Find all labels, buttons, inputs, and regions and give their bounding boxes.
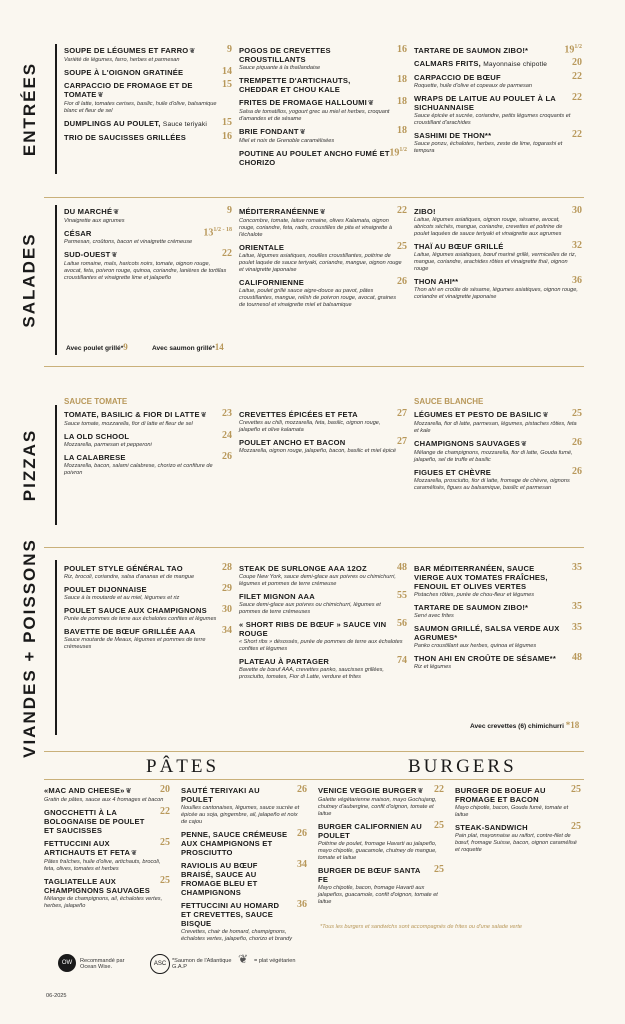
menu-item-name: BAR MÉDITERRANÉEN, SAUCE VIERGE AUX TOMATES FRAÎCHES, FENOUIL ET OLIVES VERTES xyxy=(414,564,548,591)
menu-item-description: Laitue, poulet grillé sauce aigre-douce au pavot, pâtes croustillantes, mangue, relish de poivron rouge, avocat, graines de tournesol et vinaigrette miel et balsamique xyxy=(239,288,397,308)
menu-item-description: Thon ahi en croûte de sésame, légumes asiatiques, oignon rouge, coriandre et vinaigrette japonaise xyxy=(414,287,578,300)
menu-item-description: Pistaches rôties, purée de chou-fleur et légumes xyxy=(414,592,535,598)
menu-item xyxy=(239,149,407,167)
menu-item-name: GNOCCHETTI À LA BOLOGNAISE DE POULET ET SAUCISSES xyxy=(44,808,145,835)
menu-item-description: Crevettes au chili, mozzarella, feta, basilic, oignon rouge, jalapeño et olive kalamata xyxy=(239,420,381,433)
menu-item-price: 24 xyxy=(222,430,232,441)
menu-item xyxy=(239,207,407,239)
menu-item-price: 34 xyxy=(297,859,307,870)
pizzas-col-3-wrap xyxy=(414,397,582,496)
menu-item-description: Mayo chipotle, bacon, Gouda fumé, tomate et laitue xyxy=(455,805,569,818)
menu-item xyxy=(64,606,232,623)
menu-item-name: FIGUES ET CHÈVRE xyxy=(414,468,492,477)
menu-item-price: $19^{1/2}$ xyxy=(564,44,582,56)
menu-item-name: SAUMON GRILLÉ, SALSA VERDE AUX AGRUMES* xyxy=(414,624,560,642)
menu-item-description: Mélange de champignons, ail, échalotes vertes, herbes, jalapeño xyxy=(44,896,163,909)
menu-item-name: LA OLD SCHOOL xyxy=(64,432,130,441)
menu-item-price: 27 xyxy=(397,408,407,419)
menu-item-price: 22 xyxy=(572,129,582,140)
extra-chicken: Avec poulet grillé*9 xyxy=(66,342,128,352)
menu-item xyxy=(414,439,582,464)
vegetarian-leaf-icon: ❦ xyxy=(417,788,424,795)
menu-item xyxy=(64,81,232,115)
menu-item-price: 56 xyxy=(397,618,407,629)
menu-item-name: POULET STYLE GÉNÉRAL TAO xyxy=(64,564,183,573)
menu-item-name: CARPACCIO DE FROMAGE ET DE TOMATE❦ xyxy=(64,81,193,99)
menu-item-name: TAGLIATELLE AUX CHAMPIGNONS SAUVAGES xyxy=(44,877,150,895)
pizza-subheading-tomato: SAUCE TOMATE xyxy=(64,397,128,406)
viandes-col-2 xyxy=(239,564,407,685)
menu-item-price: $13^{1/2 - 18}$ xyxy=(203,227,232,239)
menu-item-price: 22 xyxy=(434,784,444,795)
menu-item-price: 25 xyxy=(434,864,444,875)
menu-item xyxy=(239,657,407,681)
menu-item-price: 25 xyxy=(571,784,581,795)
menu-item-description: Concombre, tomate, laitue romaine, olives Kalamata, oignon rouge, coriandre, feta, radis, croustilles de pita et vinaigrette à l'échalote xyxy=(239,218,392,238)
menu-item-description: Panko croustillant aux herbes, quinoa et légumes xyxy=(414,643,537,649)
menu-item-name: MÉDITERRANÉENNE❦ xyxy=(239,207,326,216)
vegetarian-leaf-icon: ❦ xyxy=(520,441,528,448)
menu-item-name: SOUPE À L'OIGNON GRATINÉE xyxy=(64,68,184,77)
menu-item-description: Sauce piquante à la thaïlandaise xyxy=(239,65,321,71)
menu-item-price: 36 xyxy=(297,899,307,910)
menu-item-name: FRITES DE FROMAGE HALLOUMI❦ xyxy=(239,98,375,107)
menu-item xyxy=(414,654,582,671)
divider xyxy=(44,366,584,367)
menu-item-name: DU MARCHÉ❦ xyxy=(64,207,120,216)
menu-item-name: ORIENTALE xyxy=(239,243,285,252)
burger-note: *Tous les burgers et sandwichs sont accompagnés de frites ou d'une salade verte xyxy=(320,924,523,930)
menu-item-description: Pain plat, mayonnaise au raifort, contre-filet de bœuf, fromage Suisse, bacon, oignon caramélisé et roquette xyxy=(455,833,577,853)
menu-item-name: FILET MIGNON AAA xyxy=(239,592,315,601)
ocean-wise-note: Recommandé par Ocean Wise. xyxy=(80,958,125,970)
menu-item-name: CALIFORNIENNE xyxy=(239,278,305,287)
menu-item-price: 28 xyxy=(222,562,232,573)
divider xyxy=(55,205,57,355)
menu-item-name: POULET DIJONNAISE xyxy=(64,585,147,594)
menu-item-description: Servi avec frites xyxy=(414,613,454,619)
menu-item-price: 27 xyxy=(397,436,407,447)
menu-item-name: TREMPETTE D'ARTICHAUTS, CHEDDAR ET CHOU KALE xyxy=(239,76,351,94)
menu-item-price: 26 xyxy=(572,466,582,477)
menu-item xyxy=(414,410,582,435)
menu-item xyxy=(239,98,407,123)
menu-item-price: 18 xyxy=(397,96,407,107)
menu-item-name: POULET ANCHO ET BACON xyxy=(239,438,346,447)
menu-item-price: 15 xyxy=(222,79,232,90)
menu-item xyxy=(239,438,407,455)
menu-item-price: 25 xyxy=(160,875,170,886)
menu-item xyxy=(239,278,407,309)
menu-item-description: Sauce moutarde de Meaux, légumes et pommes de terre crémeuses xyxy=(64,637,206,650)
pizzas-col-1-wrap xyxy=(64,397,232,481)
menu-item xyxy=(414,564,582,599)
menu-item-name: STEAK-SANDWICH xyxy=(455,823,528,832)
menu-item-name: PENNE, SAUCE CRÉMEUSE AUX CHAMPIGNONS ET PROSCIUTTO xyxy=(181,830,288,857)
menu-item-name: CALMARS FRITS, Mayonnaise chipotle xyxy=(414,59,548,68)
menu-item xyxy=(318,822,444,862)
pates-col-2 xyxy=(181,786,307,947)
menu-item-price: 22 xyxy=(572,92,582,103)
menu-item-name: TARTARE DE SAUMON ZIBO!* xyxy=(414,603,529,612)
menu-item-name: «MAC AND CHEESE»❦ xyxy=(44,786,132,795)
menu-item-name: SOUPE DE LÉGUMES ET FARRO❦ xyxy=(64,46,196,55)
section-label-salades: SALADES xyxy=(20,232,40,328)
menu-item-name: BURGER CALIFORNIEN AU POULET xyxy=(318,822,422,840)
menu-item-price: 22 xyxy=(222,248,232,259)
menu-item xyxy=(239,243,407,274)
menu-item-description: Laitue romaine, maïs, haricots noirs, tomate, oignon rouge, avocat, feta, poivron rouge, quinoa, coriandre, lanières de tortillas croustillantes et vinaigrette lime et jalapeño xyxy=(64,261,227,281)
menu-item xyxy=(64,585,232,602)
salades-col-2 xyxy=(239,207,407,313)
menu-item-description: Mozzarella, parmesan et pepperoni xyxy=(64,442,152,448)
menu-item-name: DUMPLINGS AU POULET, Sauce teriyaki xyxy=(64,119,208,128)
menu-item xyxy=(64,207,232,225)
menu-item xyxy=(64,229,232,246)
menu-item-name: BRIE FONDANT❦ xyxy=(239,127,306,136)
menu-item-price: 20 xyxy=(572,57,582,68)
menu-item xyxy=(318,786,444,818)
menu-item-description: Riz et légumes xyxy=(414,664,451,670)
menu-item-name: POUTINE AU POULET ANCHO FUMÉ ET CHORIZO xyxy=(239,149,390,167)
menu-item-description: Gratin de pâtes, sauce aux 4 fromages et bacon xyxy=(44,797,164,803)
menu-item-price: 30 xyxy=(222,604,232,615)
menu-item-price: 16 xyxy=(222,131,232,142)
vegetarian-leaf-icon: ❦ xyxy=(97,92,104,99)
divider xyxy=(55,560,57,735)
menu-item xyxy=(239,592,407,616)
menu-item-description: Purée de pommes de terre aux échalotes confites et légumes xyxy=(64,616,217,622)
menu-item-price: $19^{1/2}$ xyxy=(389,147,407,159)
vegetarian-leaf-icon: ❦ xyxy=(319,209,326,216)
menu-item-price: 16 xyxy=(397,44,407,55)
menu-item-description: Laitue, légumes asiatiques, nouilles croustillantes, poitrine de poulet laquée de sauce teriyaki, coriandre, mangue, oignon rouge et vinaigrette japonaise xyxy=(239,253,402,273)
menu-item-price: 74 xyxy=(397,655,407,666)
menu-item-price: 22 xyxy=(397,205,407,216)
menu-item-price: 25 xyxy=(434,820,444,831)
menu-item-price: 9 xyxy=(227,205,232,216)
divider xyxy=(44,751,584,752)
salades-col-1 xyxy=(64,207,232,286)
menu-item xyxy=(64,627,232,651)
menu-item xyxy=(64,453,232,477)
menu-item-name: FETTUCCINI AU HOMARD ET CREVETTES, SAUCE BISQUE xyxy=(181,901,280,928)
menu-item-description: Laitue, légumes asiatiques, oignon rouge, sésame, avocat, abricots séchés, mangue, coriandre, crevettes et poitrine de poulet laquées de sauce teriyaki et vinaigrette aux agrumes xyxy=(414,217,563,237)
menu-item-name: TRIO DE SAUCISSES GRILLÉES xyxy=(64,133,187,142)
menu-item-description: « Short ribs » désossés, purée de pommes de terre aux échalotes confites et légumes xyxy=(239,639,403,652)
menu-item xyxy=(414,242,582,273)
menu-item-price: 25 xyxy=(571,821,581,832)
menu-item-description: Crevettes, chair de homard, champignons, échalotes vertes, jalapeño, chorizo et brandy xyxy=(181,929,293,942)
menu-item-price: 48 xyxy=(397,562,407,573)
menu-item-name: THON AHI EN CROÛTE DE SÉSAME** xyxy=(414,654,556,663)
viandes-col-1 xyxy=(64,564,232,655)
vegetarian-leaf-icon: ❦ xyxy=(200,412,207,419)
menu-item-price: 25 xyxy=(160,837,170,848)
menu-item xyxy=(44,839,170,873)
menu-item-name: SASHIMI DE THON** xyxy=(414,131,492,140)
menu-item-name: SUD-OUEST❦ xyxy=(64,250,118,259)
menu-item xyxy=(239,76,407,94)
menu-item-price: 55 xyxy=(397,590,407,601)
entrees-col-3 xyxy=(414,46,582,159)
menu-item-description: Sauce ponzu, échalotes, herbes, zeste de lime, togarashi et tempura xyxy=(414,141,563,154)
menu-item-name: THAÏ AU BŒUF GRILLÉ xyxy=(414,242,504,251)
menu-item-name: LA CALABRESE xyxy=(64,453,126,462)
vegetarian-leaf-icon: ❦ xyxy=(299,129,306,136)
menu-item-name: TARTARE DE SAUMON ZIBO!* xyxy=(414,46,529,55)
menu-item-price: 20 xyxy=(160,784,170,795)
menu-item-name: CÉSAR xyxy=(64,229,92,238)
menu-item-description: Mozzarella, oignon rouge, jalapeño, bacon, basilic et miel épicé xyxy=(239,448,397,454)
section-label-viandes: VIANDES + POISSONS xyxy=(20,537,39,758)
menu-item-description: Sauce à la moutarde et au miel, légumes et riz xyxy=(64,595,180,601)
menu-item-name: VENICE VEGGIE BURGER❦ xyxy=(318,786,424,795)
menu-item-description: Variété de légumes, farro, herbes et parmesan xyxy=(64,57,180,63)
menu-item xyxy=(414,468,582,492)
divider xyxy=(44,197,584,198)
menu-item xyxy=(181,830,307,857)
menu-item-description: Mozzarella, prosciutto, fior di latte, fromage de chèvre, oignons caramélisés, figues au balsamique, basilic et parmesan xyxy=(414,478,570,491)
vegetarian-leaf-icon: ❦ xyxy=(113,209,120,216)
menu-item-price: 35 xyxy=(572,622,582,633)
menu-item-description: Mélange de champignons, mozzarella, fior di latte, Gouda fumé, jalapeño, sel de truffe et basilic xyxy=(414,450,573,463)
menu-item xyxy=(64,119,232,129)
menu-item-description: Mozzarella, fior di latte, parmesan, légumes, pistaches rôties, feta et kale xyxy=(414,421,577,434)
menu-item xyxy=(64,564,232,581)
menu-item xyxy=(181,786,307,826)
menu-item-description: Parmesan, croûtons, bacon et vinaigrette crémeuse xyxy=(64,239,193,245)
menu-item xyxy=(455,823,581,854)
vegetarian-leaf-icon: ❦ xyxy=(131,850,138,857)
menu-item xyxy=(64,410,232,428)
menu-item-price: 34 xyxy=(222,625,232,636)
menu-item-description: Miel et noix de Grenoble caramélisées xyxy=(239,138,335,144)
menu-item-price: 15 xyxy=(222,117,232,128)
menu-item-description: Vinaigrette aux agrumes xyxy=(64,218,125,224)
menu-item xyxy=(239,410,407,434)
menu-item xyxy=(239,46,407,72)
menu-item xyxy=(414,46,582,55)
menu-item-name: ZIBO! xyxy=(414,207,436,216)
menu-item-price: 36 xyxy=(572,275,582,286)
vegetarian-leaf-icon: ❦ xyxy=(189,48,196,55)
asc-note: *Saumon de l'Atlantique G.A.P xyxy=(172,958,232,970)
asc-logo-icon: ASC xyxy=(150,954,170,974)
menu-item-description: Sauce demi-glace aux poivres ou chimichurri, légumes et pommes de terre crémeuses xyxy=(239,602,381,615)
menu-item-name: BURGER DE BOEUF AU FROMAGE ET BACON xyxy=(455,786,546,804)
menu-item-price: 30 xyxy=(572,205,582,216)
vegetarian-leaf-icon: ❦ xyxy=(367,100,375,107)
menu-item-description: Riz, brocoli, coriandre, salsa d'ananas et de mangue xyxy=(64,574,195,580)
menu-item-name: CARPACCIO DE BŒUF xyxy=(414,73,501,82)
menu-item-name: RAVIOLIS AU BŒUF BRAISÉ, SAUCE AU FROMAGE BLEU ET CHAMPIGNONS xyxy=(181,861,258,897)
section-label-pizzas: PIZZAS xyxy=(20,428,40,502)
menu-item-price: 26 xyxy=(297,784,307,795)
menu-item-description: Mayo chipotle, bacon, fromage Havarti aux jalapeños, guacamole, confit d'oignon, tomate et laitue xyxy=(318,885,438,905)
menu-item-price: 26 xyxy=(297,828,307,839)
section-title-burgers: BURGERS xyxy=(408,756,517,777)
menu-item-description: Pâtes fraîches, huile d'olive, artichauts, brocoli, feta, olives, tomates et herbes xyxy=(44,859,161,872)
menu-item-name: CREVETTES ÉPICÉES ET FETA xyxy=(239,410,358,419)
menu-item xyxy=(414,73,582,90)
menu-item xyxy=(414,277,582,301)
vegetarian-leaf-icon: ❦ xyxy=(125,788,132,795)
menu-item xyxy=(64,68,232,77)
pizzas-col-2 xyxy=(239,410,407,459)
menu-item-name: CHAMPIGNONS SAUVAGES❦ xyxy=(414,439,528,448)
menu-item-name: LÉGUMES ET PESTO DE BASILIC❦ xyxy=(414,410,549,419)
menu-item-name: WRAPS DE LAITUE AU POULET À LA SICHUANNAISE xyxy=(414,94,556,112)
menu-item xyxy=(64,432,232,449)
menu-item-price: 26 xyxy=(572,437,582,448)
menu-item xyxy=(239,127,407,145)
section-title-pates: PÂTES xyxy=(146,756,220,777)
entrees-col-1 xyxy=(64,46,232,146)
menu-item-price: 29 xyxy=(222,583,232,594)
menu-item-description: Sauce épicée et sucrée, coriandre, petits légumes croquants et croustillant d'arachides xyxy=(414,113,571,126)
menu-item-description: Nouilles cantonaises, légumes, sauce sucrée et épicée au soja, gingembre, ail, jalapeño et noix de cajou xyxy=(181,805,300,825)
menu-item-price: 35 xyxy=(572,562,582,573)
leaf-icon: ❦ xyxy=(238,952,249,966)
menu-item-name: POULET SAUCE AUX CHAMPIGNONS xyxy=(64,606,207,615)
menu-item xyxy=(44,877,170,910)
menu-item xyxy=(414,131,582,155)
menu-item-description: Laitue, légumes asiatiques, bœuf mariné grillé, vermicelles de riz, mangue, coriandre, arachides rôties et vinaigrette thaï, oignon rouge xyxy=(414,252,577,272)
menu-item xyxy=(414,624,582,650)
menu-item xyxy=(318,866,444,906)
menu-item-name: BAVETTE DE BŒUF GRILLÉE AAA xyxy=(64,627,196,636)
menu-item-price: 18 xyxy=(397,125,407,136)
section-label-entrees: ENTRÉES xyxy=(20,61,40,157)
menu-item-price: 22 xyxy=(572,71,582,82)
menu-item-name: PLATEAU À PARTAGER xyxy=(239,657,330,666)
menu-item-description: Coupe New York, sauce demi-glace aux poivres ou chimichurri, légumes et pommes de terre crémeuse xyxy=(239,574,396,587)
menu-item xyxy=(239,564,407,588)
menu-item-description: Fior di latte, tomates cerises, basilic, huile d'olive, balsamique blanc et fleur de sel xyxy=(64,101,217,114)
menu-item-price: 26 xyxy=(222,451,232,462)
menu-item xyxy=(181,901,307,943)
menu-item xyxy=(64,46,232,64)
menu-item-description: Mozzarella, bacon, salami calabrese, chorizo et confiture de poivron xyxy=(64,463,213,476)
menu-item xyxy=(414,603,582,620)
entrees-col-2 xyxy=(239,46,407,171)
menu-item-name: THON AHI** xyxy=(414,277,459,286)
menu-item-description: Salsa de tomatillos, yogourt grec au miel et herbes, croquant d'amandes et de sésame xyxy=(239,109,390,122)
pizza-subheading-blanche: SAUCE BLANCHE xyxy=(414,397,484,406)
menu-item-price: 23 xyxy=(222,408,232,419)
pates-col-1 xyxy=(44,786,170,914)
menu-item-name: STEAK DE SURLONGE AAA 12OZ xyxy=(239,564,367,573)
menu-item-description: Poitrine de poulet, fromage Havarti au jalapeño, mayo chipotle, guacamole, chutney de mangue, tomate et laitue xyxy=(318,841,437,861)
menu-item xyxy=(414,94,582,127)
menu-item-price: 32 xyxy=(572,240,582,251)
menu-item-price: 22 xyxy=(160,806,170,817)
menu-item xyxy=(239,620,407,653)
divider xyxy=(44,779,584,780)
menu-item xyxy=(44,786,170,804)
extra-salmon: Avec saumon grillé*14 xyxy=(152,342,224,352)
menu-item-price: 26 xyxy=(397,276,407,287)
ocean-wise-logo-icon: OW xyxy=(58,954,76,972)
menu-item-name: BURGER DE BŒUF SANTA FE xyxy=(318,866,421,884)
menu-item-name: « SHORT RIBS DE BŒUF » SAUCE VIN ROUGE xyxy=(239,620,387,638)
menu-item-price: 14 xyxy=(222,66,232,77)
menu-item xyxy=(64,250,232,282)
menu-item-description: Bavette de bœuf AAA, crevettes panko, saucisses grillées, prosciutto, tomates, Fior di Latte, verdure et frites xyxy=(239,667,384,680)
menu-item-price: 9 xyxy=(227,44,232,55)
veg-note: = plat végétarien xyxy=(254,958,296,964)
menu-item-price: 48 xyxy=(572,652,582,663)
menu-item-price: 25 xyxy=(397,241,407,252)
menu-item-description: Sauce tomate, mozzarella, fior di latte et fleur de sel xyxy=(64,421,193,427)
divider xyxy=(55,405,57,525)
menu-item-price: 18 xyxy=(397,74,407,85)
menu-item-description: Galette végétarienne maison, mayo Gochujang, chutney d'aubergine, confit d'oignon, tomate et laitue xyxy=(318,797,437,817)
extra-crevettes: Avec crevettes (6) chimichurri *18 xyxy=(470,720,580,730)
menu-item xyxy=(44,808,170,835)
vegetarian-leaf-icon: ❦ xyxy=(111,252,118,259)
burgers-col-1 xyxy=(318,786,444,910)
menu-item-name: POGOS DE CREVETTES CROUSTILLANTS xyxy=(239,46,331,64)
menu-item-name: SAUTÉ TERIYAKI AU POULET xyxy=(181,786,260,804)
menu-item-description: Roquette, huile d'olive et copeaux de parmesan xyxy=(414,83,532,89)
menu-item xyxy=(181,861,307,897)
menu-item-name: TOMATE, BASILIC & FIOR DI LATTE❦ xyxy=(64,410,207,419)
vegetarian-leaf-icon: ❦ xyxy=(542,412,549,419)
menu-item-price: 35 xyxy=(572,601,582,612)
menu-date: 06-2025 xyxy=(46,993,67,999)
menu-item xyxy=(455,786,581,819)
menu-item-price: 25 xyxy=(572,408,582,419)
menu-item xyxy=(64,133,232,142)
viandes-col-3 xyxy=(414,564,582,675)
menu-item-name: FETTUCCINI AUX ARTICHAUTS ET FETA❦ xyxy=(44,839,138,857)
salades-col-3 xyxy=(414,207,582,305)
menu-item xyxy=(414,59,582,69)
burgers-col-2 xyxy=(455,786,581,858)
divider xyxy=(55,44,57,174)
menu-item xyxy=(414,207,582,238)
divider xyxy=(44,547,584,548)
